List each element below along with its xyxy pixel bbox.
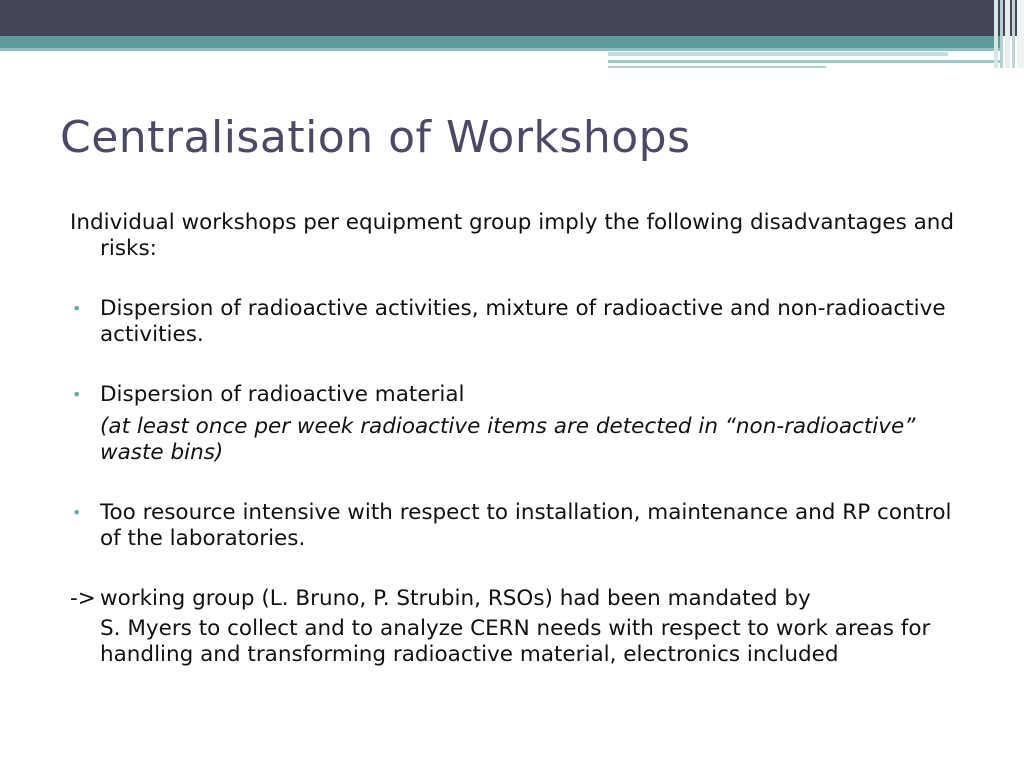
header-rule <box>608 66 826 68</box>
bullet-dot-icon: • <box>72 299 82 318</box>
bullet-item <box>70 500 970 552</box>
note-item <box>70 586 970 668</box>
bullet-dot-icon: • <box>72 503 82 522</box>
bullet-text: Dispersion of radioactive material <box>100 382 465 407</box>
bullet-text: Too resource intensive with respect to installation, maintenance and RP control of the laboratories. <box>100 500 952 551</box>
slide-title: Centralisation of Workshops <box>60 112 691 163</box>
header-dark-band <box>0 0 1024 36</box>
arrow-icon: -> <box>70 586 96 611</box>
note-line-1: working group (L. Bruno, P. Strubin, RSOs) had been mandated by <box>100 586 811 611</box>
header-teal-band <box>0 36 1000 48</box>
header-teal-light-line <box>0 48 1000 51</box>
header-rule <box>608 52 948 56</box>
bullet-dot-icon: • <box>72 385 82 404</box>
intro-text: Individual workshops per equipment group imply the following disadvantages and risks: <box>70 210 955 261</box>
header-rule <box>608 60 1000 63</box>
bullet-subtext: (at least once per week radioactive items are detected in “non-radioactive” waste bins) <box>100 414 916 465</box>
note-line-2: S. Myers to collect and to analyze CERN needs with respect to work areas for handling and transforming radioactive material, electronics included <box>100 616 931 667</box>
bullet-item <box>70 382 970 466</box>
bullet-item <box>70 296 970 348</box>
corner-stripes <box>994 0 1024 68</box>
slide-body <box>70 210 970 668</box>
bullet-text: Dispersion of radioactive activities, mixture of radioactive and non-radioactive activities. <box>100 296 946 347</box>
